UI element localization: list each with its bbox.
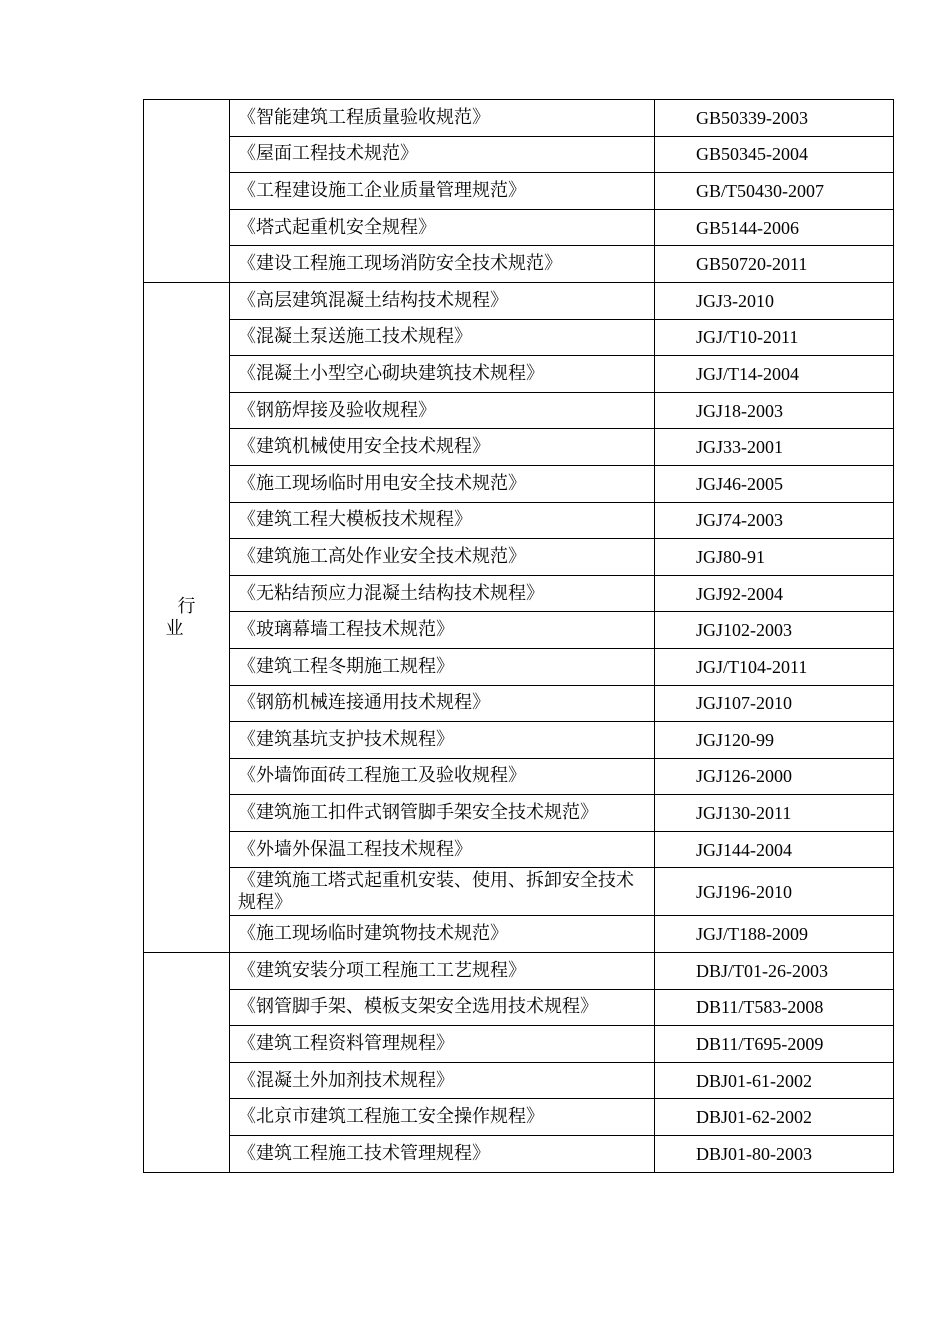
table-row <box>144 356 894 393</box>
standard-code: DBJ01-80-2003 <box>655 1136 894 1173</box>
standard-code: GB50345-2004 <box>655 136 894 173</box>
standard-name: 《塔式起重机安全规程》 <box>230 209 655 246</box>
table-row <box>144 831 894 868</box>
table-row <box>144 1062 894 1099</box>
standard-name: 《建设工程施工现场消防安全技术规范》 <box>230 246 655 283</box>
standard-code: GB/T50430-2007 <box>655 173 894 210</box>
table-row <box>144 795 894 832</box>
standard-name: 《高层建筑混凝土结构技术规程》 <box>230 282 655 319</box>
table-row <box>144 916 894 953</box>
table-row <box>144 539 894 576</box>
table-row <box>144 1099 894 1136</box>
standard-name: 《外墙外保温工程技术规程》 <box>230 831 655 868</box>
standard-name: 《施工现场临时建筑物技术规范》 <box>230 916 655 953</box>
standard-code: JGJ126-2000 <box>655 758 894 795</box>
table-row <box>144 246 894 283</box>
table-row <box>144 319 894 356</box>
standard-name: 《混凝土泵送施工技术规程》 <box>230 319 655 356</box>
standard-name: 《北京市建筑工程施工安全操作规程》 <box>230 1099 655 1136</box>
standard-name: 《混凝土外加剂技术规程》 <box>230 1062 655 1099</box>
standard-code: JGJ80-91 <box>655 539 894 576</box>
standard-name: 《建筑施工塔式起重机安装、使用、拆卸安全技术规程》 <box>230 868 655 916</box>
table-row <box>144 209 894 246</box>
table-row <box>144 868 894 916</box>
standard-code: JGJ46-2005 <box>655 465 894 502</box>
table-row <box>144 722 894 759</box>
category-label <box>175 1051 199 1072</box>
standard-name: 《建筑工程施工技术管理规程》 <box>230 1136 655 1173</box>
category-label <box>175 180 199 201</box>
standard-code: DBJ01-61-2002 <box>655 1062 894 1099</box>
standard-name: 《混凝土小型空心砌块建筑技术规程》 <box>230 356 655 393</box>
table-row <box>144 465 894 502</box>
category-cell <box>144 100 230 283</box>
standard-name: 《建筑机械使用安全技术规程》 <box>230 429 655 466</box>
standard-code: JGJ18-2003 <box>655 392 894 429</box>
standard-code: JGJ/T188-2009 <box>655 916 894 953</box>
table-row <box>144 100 894 137</box>
standard-code: JGJ196-2010 <box>655 868 894 916</box>
table-row <box>144 136 894 173</box>
standard-code: JGJ74-2003 <box>655 502 894 539</box>
standard-name: 《建筑安装分项工程施工工艺规程》 <box>230 953 655 990</box>
standard-name: 《施工现场临时用电安全技术规范》 <box>230 465 655 502</box>
table-row <box>144 953 894 990</box>
standard-code: DBJ/T01-26-2003 <box>655 953 894 990</box>
table-row <box>144 502 894 539</box>
standard-code: DB11/T583-2008 <box>655 989 894 1026</box>
standard-code: GB50720-2011 <box>655 246 894 283</box>
table-row <box>144 648 894 685</box>
standard-code: JGJ102-2003 <box>655 612 894 649</box>
table-row <box>144 1026 894 1063</box>
table-row <box>144 173 894 210</box>
standard-name: 《钢筋焊接及验收规程》 <box>230 392 655 429</box>
standards-table <box>143 99 894 1173</box>
standard-name: 《屋面工程技术规范》 <box>230 136 655 173</box>
standard-code: GB50339-2003 <box>655 100 894 137</box>
standard-name: 《智能建筑工程质量验收规范》 <box>230 100 655 137</box>
standard-name: 《无粘结预应力混凝土结构技术规程》 <box>230 575 655 612</box>
standard-name: 《玻璃幕墙工程技术规范》 <box>230 612 655 649</box>
standard-code: JGJ130-2011 <box>655 795 894 832</box>
standard-name: 《建筑施工扣件式钢管脚手架安全技术规范》 <box>230 795 655 832</box>
standard-name: 《建筑工程资料管理规程》 <box>230 1026 655 1063</box>
standard-code: JGJ144-2004 <box>655 831 894 868</box>
table-row <box>144 612 894 649</box>
table-row <box>144 392 894 429</box>
standard-code: JGJ/T14-2004 <box>655 356 894 393</box>
standard-code: JGJ92-2004 <box>655 575 894 612</box>
standard-code: JGJ33-2001 <box>655 429 894 466</box>
standard-name: 《外墙饰面砖工程施工及验收规程》 <box>230 758 655 795</box>
table-row <box>144 1136 894 1173</box>
table-row <box>144 429 894 466</box>
standard-name: 《建筑基坑支护技术规程》 <box>230 722 655 759</box>
standard-code: JGJ/T10-2011 <box>655 319 894 356</box>
standard-name: 《钢管脚手架、模板支架安全选用技术规程》 <box>230 989 655 1026</box>
category-label: 行业 <box>165 595 220 639</box>
standard-name: 《建筑工程冬期施工规程》 <box>230 648 655 685</box>
standard-code: JGJ107-2010 <box>655 685 894 722</box>
standard-code: JGJ120-99 <box>655 722 894 759</box>
category-cell <box>144 953 230 1173</box>
standard-name: 《建筑施工高处作业安全技术规范》 <box>230 539 655 576</box>
table-row <box>144 989 894 1026</box>
standard-code: GB5144-2006 <box>655 209 894 246</box>
standard-name: 《工程建设施工企业质量管理规范》 <box>230 173 655 210</box>
table-row <box>144 282 894 319</box>
standard-name: 《钢筋机械连接通用技术规程》 <box>230 685 655 722</box>
standard-code: DB11/T695-2009 <box>655 1026 894 1063</box>
table-row <box>144 685 894 722</box>
standard-code: JGJ/T104-2011 <box>655 648 894 685</box>
category-cell <box>144 282 230 952</box>
standard-code: JGJ3-2010 <box>655 282 894 319</box>
table-row <box>144 575 894 612</box>
standard-code: DBJ01-62-2002 <box>655 1099 894 1136</box>
table-row <box>144 758 894 795</box>
standard-name: 《建筑工程大模板技术规程》 <box>230 502 655 539</box>
